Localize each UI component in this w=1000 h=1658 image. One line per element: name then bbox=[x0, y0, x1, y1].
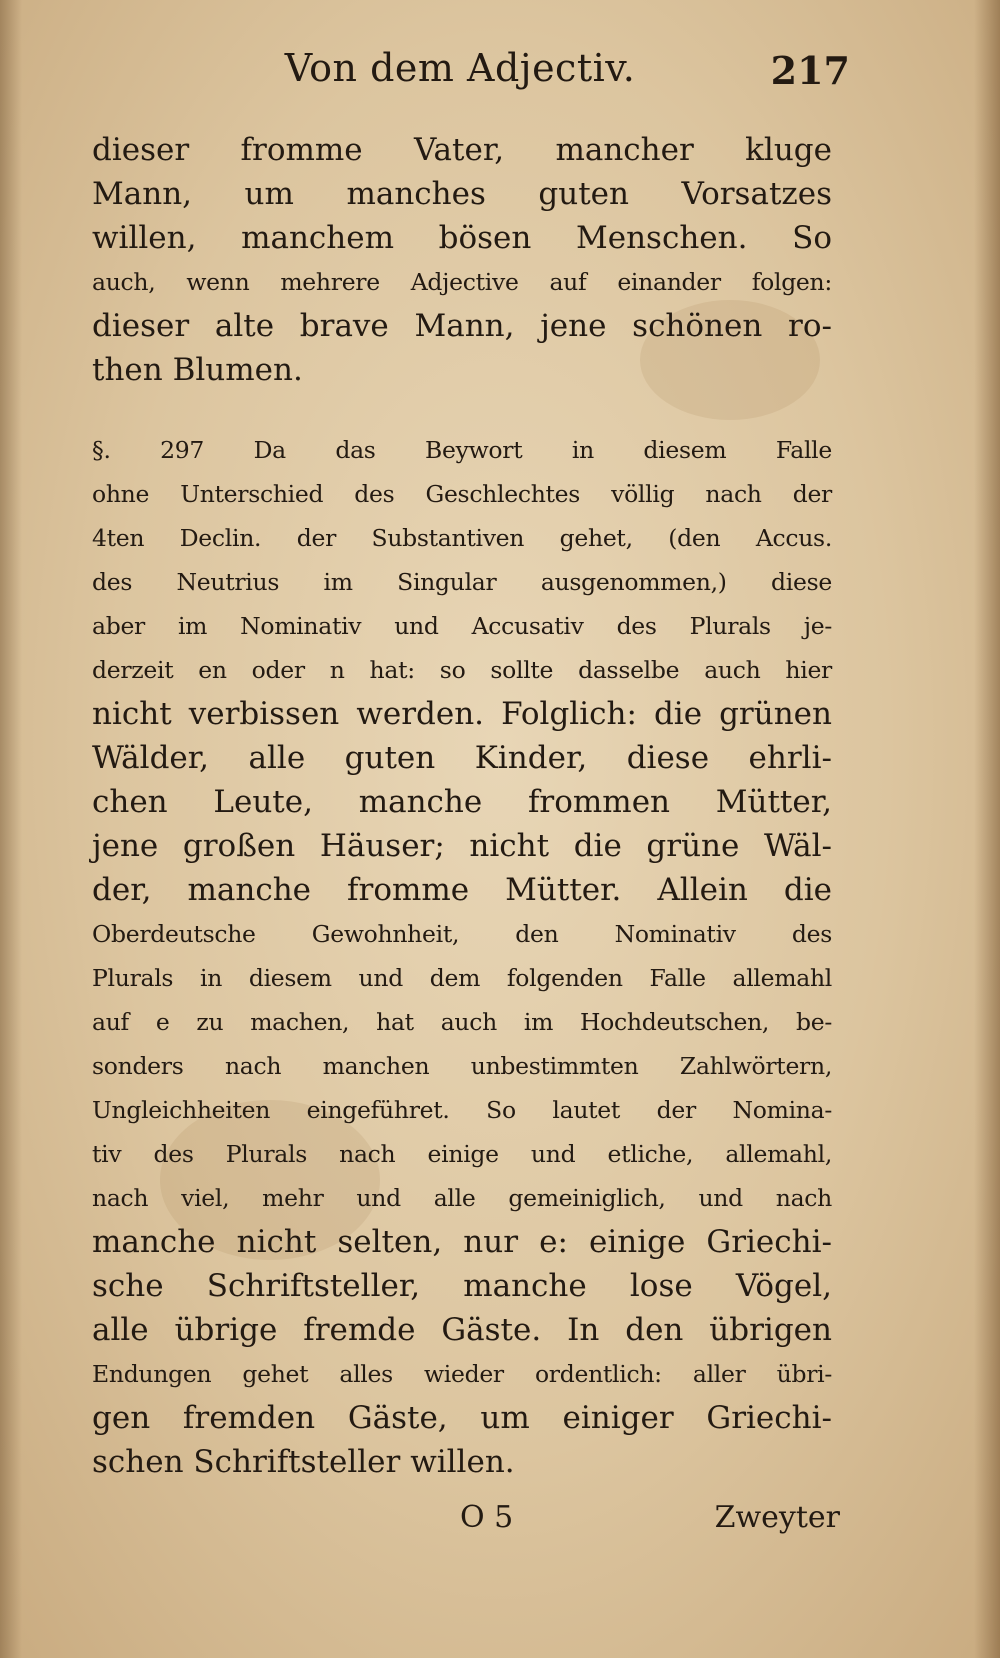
paragraph-1 bbox=[92, 128, 832, 392]
page-header bbox=[100, 46, 850, 106]
text-line: des Neutrius im Singular ausgenommen,) diese bbox=[92, 568, 832, 596]
page-left-edge-shadow bbox=[0, 0, 22, 1658]
text-line: schen Schriftsteller willen. bbox=[92, 1444, 515, 1480]
catchword: Zweyter bbox=[714, 1500, 840, 1535]
text-line: derzeit en oder n hat: so sollte dasselbe auch hier bbox=[92, 656, 832, 684]
text-line: alle übrige fremde Gäste. In den übrigen bbox=[92, 1312, 832, 1348]
text-line: willen, manchem bösen Menschen. So bbox=[92, 220, 832, 256]
text-line: Wälder, alle guten Kinder, diese ehrli- bbox=[92, 740, 832, 776]
text-line: chen Leute, manche frommen Mütter, bbox=[92, 784, 832, 820]
text-line: Mann, um manches guten Vorsatzes bbox=[92, 176, 832, 212]
text-line: §. 297 Da das Beywort in diesem Falle bbox=[92, 436, 832, 464]
text-line: auch, wenn mehrere Adjective auf einander folgen: bbox=[92, 268, 832, 296]
text-line: auf e zu machen, hat auch im Hochdeutschen, be- bbox=[92, 1008, 832, 1036]
text-line: Oberdeutsche Gewohnheit, den Nominativ des bbox=[92, 920, 832, 948]
text-line: aber im Nominativ und Accusativ des Plurals je- bbox=[92, 612, 832, 640]
text-line: nach viel, mehr und alle gemeiniglich, und nach bbox=[92, 1184, 832, 1212]
text-line: gen fremden Gäste, um einiger Griechi- bbox=[92, 1400, 832, 1436]
text-line: der, manche fromme Mütter. Allein die bbox=[92, 872, 832, 908]
page-right-edge-shadow bbox=[974, 0, 1000, 1658]
running-title: Von dem Adjectiv. bbox=[284, 46, 636, 90]
text-line: Endungen gehet alles wieder ordentlich: aller übri- bbox=[92, 1360, 832, 1388]
text-line: dieser alte brave Mann, jene schönen ro- bbox=[92, 308, 832, 344]
paragraph-2 bbox=[92, 428, 832, 1484]
text-line: Plurals in diesem und dem folgenden Falle allemahl bbox=[92, 964, 832, 992]
text-line: manche nicht selten, nur e: einige Griechi- bbox=[92, 1224, 832, 1260]
text-line: ohne Unterschied des Geschlechtes völlig nach der bbox=[92, 480, 832, 508]
text-line: then Blumen. bbox=[92, 352, 303, 388]
page-number: 217 bbox=[770, 48, 850, 93]
page-footer bbox=[100, 1500, 840, 1550]
text-line: jene großen Häuser; nicht die grüne Wäl- bbox=[92, 828, 832, 864]
text-line: tiv des Plurals nach einige und etliche, allemahl, bbox=[92, 1140, 832, 1168]
text-line: 4ten Declin. der Substantiven gehet, (den Accus. bbox=[92, 524, 832, 552]
text-line: nicht verbissen werden. Folglich: die grünen bbox=[92, 696, 832, 732]
text-line: sche Schriftsteller, manche lose Vögel, bbox=[92, 1268, 832, 1304]
text-line: dieser fromme Vater, mancher kluge bbox=[92, 132, 832, 168]
text-line: Ungleichheiten eingeführet. So lautet der Nomina- bbox=[92, 1096, 832, 1124]
text-line: sonders nach manchen unbestimmten Zahlwörtern, bbox=[92, 1052, 832, 1080]
signature-mark: O 5 bbox=[460, 1500, 514, 1535]
